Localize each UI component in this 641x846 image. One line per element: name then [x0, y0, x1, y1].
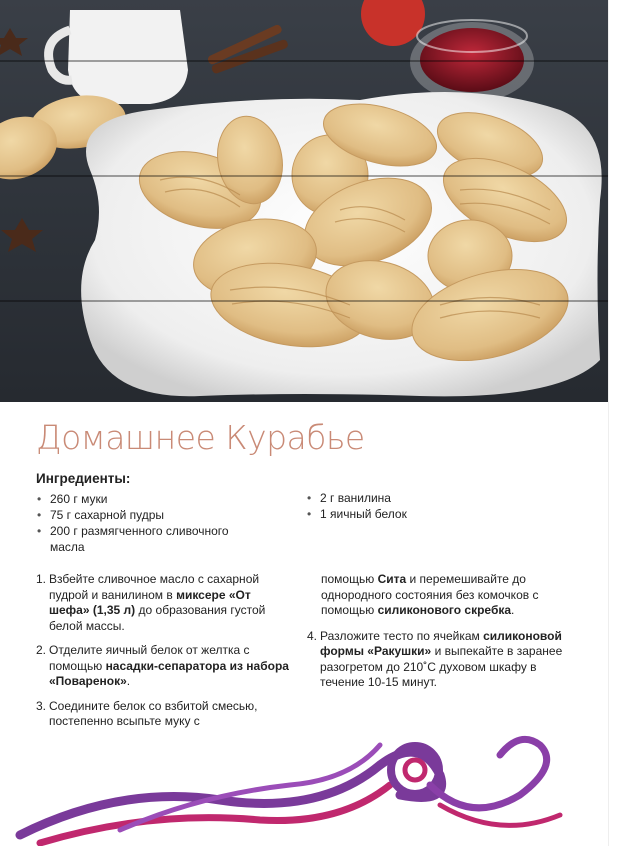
step-number: 2.	[36, 643, 47, 657]
step-text: Разложите тесто по ячейкам	[320, 628, 484, 643]
ingredient-item: • 200 г размягченного сливочного масла	[36, 523, 236, 555]
step-2	[36, 643, 290, 690]
recipe-photo	[0, 0, 608, 402]
page-margin	[608, 0, 641, 846]
step-text: и выпекайте в заранее разогретом до 210˚С духовом шкафу в течение 10-15 минут.	[320, 644, 563, 689]
steps-column-2	[307, 572, 569, 700]
product-name: Сита	[377, 572, 407, 586]
step-4	[307, 629, 569, 691]
milk-jug	[49, 10, 188, 104]
recipe-title: Домашнее Курабье	[36, 418, 365, 457]
ingredient-item: • 75 г сахарной пудры	[36, 507, 236, 523]
step-text: Отделите яичный белок от желтка с помощью	[49, 643, 250, 673]
ingredients-list-right	[306, 490, 506, 522]
ribbon-decoration	[0, 725, 608, 846]
apple	[361, 0, 425, 46]
ingredients-heading: Ингредиенты:	[36, 471, 131, 486]
steps-column-1	[36, 572, 290, 739]
step-text: и перемешивайте до однородного состояния без комочков с помощью	[321, 572, 539, 617]
product-name: насадки-сепаратора из набора «Поваренок»	[49, 658, 289, 688]
step-text: Соедините белок со взбитой смесью, постепенно всыпьте муку с	[49, 698, 258, 728]
ingredient-item: • 260 г муки	[36, 491, 236, 507]
product-name: миксере «От шефа» (1,35 л)	[49, 587, 251, 617]
cinnamon-sticks	[207, 24, 289, 75]
ingredients-list-left	[36, 491, 236, 555]
ingredient-item: • 2 г ванилина	[306, 490, 506, 506]
step-number: 1.	[36, 572, 47, 586]
step-number: 4.	[307, 628, 318, 643]
product-name: силиконовой формы «Ракушки»	[320, 628, 562, 658]
step-text: помощью	[321, 572, 378, 586]
step-1	[36, 572, 290, 634]
ingredient-item: • 1 яичный белок	[306, 506, 506, 522]
step-number: 3.	[36, 698, 47, 713]
step-3-continued	[307, 572, 569, 619]
step-text: Взбейте сливочное масло с сахарной пудрой и ванилином в	[49, 572, 260, 602]
step-text: .	[511, 603, 515, 617]
step-text: .	[126, 674, 131, 688]
product-name: силиконового скребка	[377, 603, 512, 617]
step-text: до образования густой белой массы.	[49, 603, 266, 633]
